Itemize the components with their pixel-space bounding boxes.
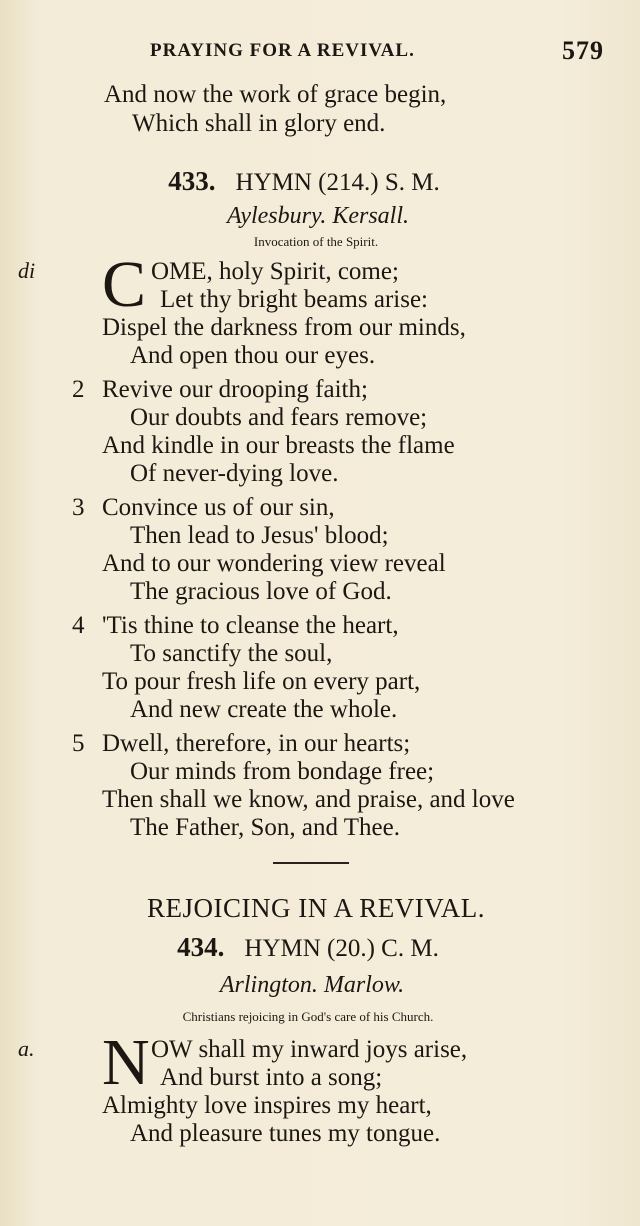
margin-note: a. (18, 1036, 35, 1061)
verse-line: Then lead to Jesus' blood; (130, 522, 389, 549)
verse-line: Our doubts and fears remove; (130, 404, 428, 431)
verse-line: Dwell, therefore, in our hearts; (102, 730, 411, 757)
verse-line: 'Tis thine to cleanse the heart, (102, 612, 399, 639)
stanza-number: 3 (72, 494, 85, 521)
page-number: 579 (562, 36, 604, 65)
verse-line: And pleasure tunes my tongue. (130, 1120, 441, 1147)
carryover-line: Which shall in glory end. (132, 110, 386, 137)
verse-line: Dispel the darkness from our minds, (102, 314, 466, 341)
verse-line: The Father, Son, and Thee. (130, 814, 400, 841)
hymn-meter: HYMN (214.) S. M. (235, 169, 440, 196)
verse-line: Revive our drooping faith; (102, 376, 368, 403)
hymn-434-heading (0, 932, 628, 963)
verse-line: The gracious love of God. (130, 578, 392, 605)
verse-line: OW shall my inward joys arise, (151, 1036, 468, 1063)
hymn-433-subject: Invocation of the Spirit. (253, 234, 379, 249)
stanza-number: 4 (72, 612, 85, 639)
verse-line: And kindle in our breasts the flame (102, 432, 455, 459)
verse-line: Of never-dying love. (130, 460, 339, 487)
hymn-433-heading (0, 166, 624, 197)
verse-line: To pour fresh life on every part, (102, 668, 421, 695)
hymn-434-tunes: Arlington. Marlow. (219, 972, 405, 998)
margin-note: di (18, 258, 36, 283)
verse-line: OME, holy Spirit, come; (151, 258, 399, 285)
section-divider (273, 862, 349, 864)
hymn-434-subject: Christians rejoicing in God's care of his Church. (182, 1009, 434, 1024)
hymn-number: 433. (168, 166, 216, 196)
verse-line: And to our wondering view reveal (102, 550, 446, 577)
drop-cap: C (102, 248, 147, 321)
drop-cap: N (102, 1026, 150, 1099)
stanza-number: 2 (72, 376, 85, 403)
carryover-line: And now the work of grace begin, (104, 81, 447, 108)
section-title: REJOICING IN A REVIVAL. (146, 893, 485, 923)
stanza-number: 5 (72, 730, 85, 757)
verse-line: To sanctify the soul, (130, 640, 333, 667)
hymn-433-tunes: Aylesbury. Kersall. (227, 203, 409, 229)
verse-line: Then shall we know, and praise, and love (102, 786, 515, 813)
verse-line: And burst into a song; (160, 1064, 383, 1091)
verse-line: And open thou our eyes. (130, 342, 376, 369)
verse-line: Our minds from bondage free; (130, 758, 435, 785)
verse-line: And new create the whole. (130, 696, 398, 723)
hymn-number: 434. (177, 932, 225, 962)
hymn-meter: HYMN (20.) C. M. (244, 935, 439, 962)
running-title: PRAYING FOR A REVIVAL. (150, 40, 415, 61)
verse-line: Almighty love inspires my heart, (102, 1092, 432, 1119)
verse-line: Convince us of our sin, (102, 494, 335, 521)
verse-line: Let thy bright beams arise: (160, 286, 428, 313)
